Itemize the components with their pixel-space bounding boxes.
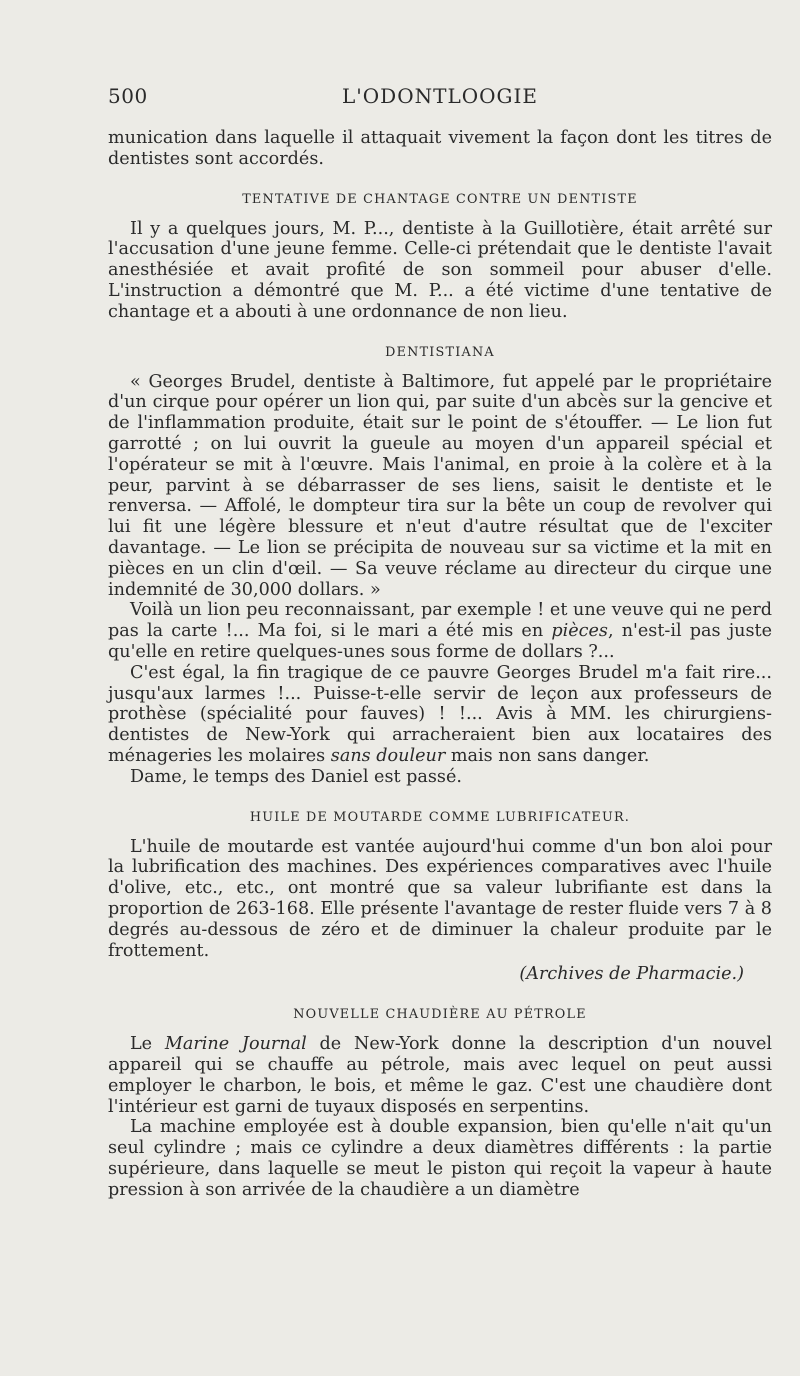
paragraph: Dame, le temps des Daniel est passé. [130,766,462,787]
source-citation: (Archives de Pharmacie.) [519,964,744,985]
page-header [108,84,772,114]
text-run: de New-York donne la description d'un nouvel appareil qui se chauffe au pétrole, mais avec lequel on peut aussi employer le charbon, le bois, et même le gaz. C'est une chaudière dont l'intérieur est garni de tuyaux disposés en serpentins. [108,1034,772,1117]
paragraph [108,663,772,767]
paragraph: « Georges Brudel, dentiste à Baltimore, fut appelé par le propriétaire d'un cirque pour opérer un lion qui, par suite d'un abcès sur la gencive et de l'inflammation produite, était sur le point de s'étouffer. — Le lion fut garrotté ; on lui ouvrit la gueule au moyen d'un appareil spécial et l'opérateur se mit à l'œuvre. Mais l'animal, en proie à la colère et à la peur, parvint à se débarrasser de ses liens, saisit le dentiste et le renversa. — Affolé, le dompteur tira sur la bête un coup de revolver qui lui fit une légère blessure et n'eut d'autre résultat que de l'exciter davantage. — Le lion se précipita de nouveau sur sa victime et la mit en pièces en un clin d'œil. — Sa veuve réclame au directeur du cirque une indemnité de 30,000 dollars. » [108,371,772,600]
section-title-dentistiana: DENTISTIANA [385,344,495,360]
paragraph: La machine employée est à double expansion, bien qu'elle n'ait qu'un seul cylindre ; mais ce cylindre a deux diamètres différents : la partie supérieure, dans laquelle se meut le piston qui reçoit la vapeur à haute pression à son arrivée de la chaudière a un diamètre [108,1117,772,1200]
page-number: 500 [108,84,148,108]
emphasis: sans douleur [330,745,446,766]
section-title-huile: HUILE DE MOUTARDE COMME LUBRIFICATEUR. [249,809,631,825]
paragraph [108,600,772,662]
text-run: mais non sans danger. [445,745,650,766]
running-title: L'ODONTLOOGIE [342,84,538,108]
text-run: Le [130,1034,165,1055]
text-run: Voilà un lion peu reconnaissant, par exemple ! et une veuve qui ne perd pas la carte !... Ma foi, si le mari a été mis en [108,600,772,642]
text-run: , n'est-il pas juste qu'elle en retire quelques-unes sous forme de dollars ?... [108,621,772,662]
paragraph: Il y a quelques jours, M. P..., dentiste à la Guillotière, était arrêté sur l'accusation d'une jeune femme. Celle-ci prétendait que le dentiste l'avait anesthésiée et avait profité de son sommeil pour abuser d'elle. L'instruction a démontré que M. P... a été victime d'une tentative de chantage et a abouti à une ordonnance de non lieu. [108,218,772,322]
paragraph [108,1034,772,1117]
emphasis: pièces [551,621,608,642]
paragraph: L'huile de moutarde est vantée aujourd'hui comme d'un bon aloi pour la lubrification des machines. Des expériences comparatives avec l'huile d'olive, etc., etc., ont montré que sa valeur lubrifiante est dans la proportion de 263-168. Elle présente l'avantage de rester fluide vers 7 à 8 degrés au-dessous de zéro et de diminuer la chaleur produite par le frottement. [108,836,772,961]
text-run: C'est égal, la fin tragique de ce pauvre Georges Brudel m'a fait rire... jusqu'aux larmes !... Puisse-t-elle servir de leçon aux professeurs de prothèse (spécialité pour fauves) ! !... Avis à MM. les chirurgiens-dentistes de New-York qui arracheraient bien aux locataires des ménageries les molaires [108,662,772,766]
page-body [108,128,772,1201]
section-title-chantage: TENTATIVE DE CHANTAGE CONTRE UN DENTISTE [242,191,638,207]
emphasis: Marine Journal [164,1034,307,1055]
section-title-chaudiere: NOUVELLE CHAUDIÈRE AU PÉTROLE [293,1007,587,1023]
intro-paragraph: munication dans laquelle il attaquait vivement la façon dont les titres de dentistes sont accordés. [108,128,772,169]
